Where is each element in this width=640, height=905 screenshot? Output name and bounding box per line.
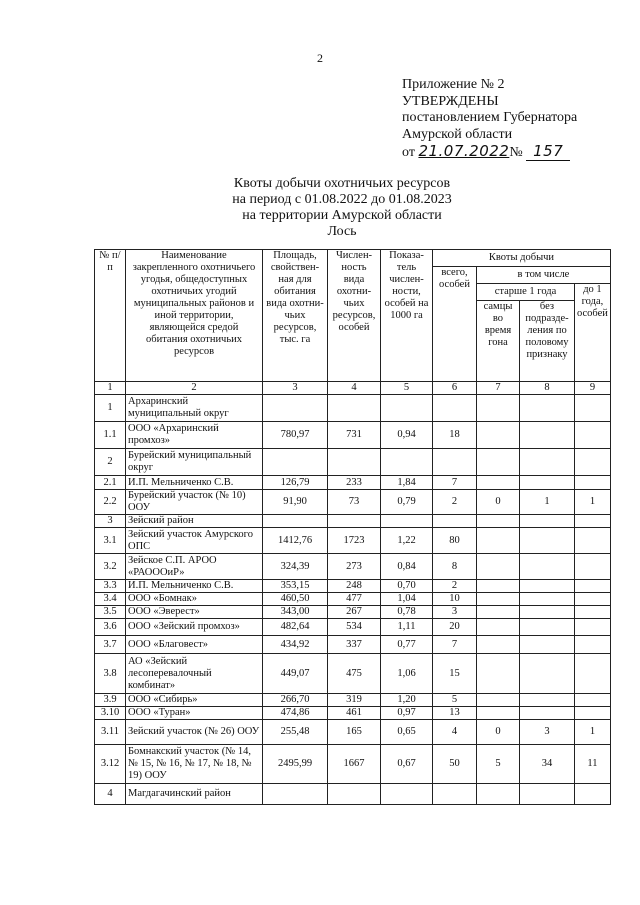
- row-area: 126,79: [263, 476, 328, 490]
- row-young: [575, 606, 611, 619]
- table-row: [95, 515, 611, 528]
- row-total: 7: [433, 476, 477, 490]
- row-count: 319: [328, 694, 381, 707]
- row-young: 11: [575, 745, 611, 784]
- table-row: [95, 449, 611, 476]
- row-nosex: [520, 395, 575, 422]
- row-name: ООО «Сибирь»: [126, 694, 263, 707]
- row-density: [381, 395, 433, 422]
- row-young: [575, 707, 611, 720]
- row-total: 15: [433, 654, 477, 694]
- row-density: 0,97: [381, 707, 433, 720]
- row-total: 5: [433, 694, 477, 707]
- appendix-line-1: Приложение № 2: [402, 77, 505, 92]
- row-density: [381, 449, 433, 476]
- row-count: [328, 449, 381, 476]
- row-total: 8: [433, 554, 477, 580]
- row-name: ООО «Архаринский промхоз»: [126, 422, 263, 449]
- row-density: 1,22: [381, 528, 433, 554]
- row-males: [477, 449, 520, 476]
- row-name: И.П. Мельниченко С.В.: [126, 476, 263, 490]
- row-young: [575, 528, 611, 554]
- row-males: 0: [477, 720, 520, 745]
- document-title: [0, 176, 640, 240]
- header-name: Наименование закрепленного охотничьего угодья, общедоступных охотничьих угодий муниципальных районов и иной территории, являющейся средой обитания охотничьих ресурсов: [126, 250, 263, 382]
- row-total: 50: [433, 745, 477, 784]
- header-incl: в том числе: [477, 267, 611, 284]
- row-total: 3: [433, 606, 477, 619]
- row-name: ООО «Туран»: [126, 707, 263, 720]
- title-line-1: Квоты добычи охотничьих ресурсов: [233, 176, 451, 191]
- row-total: 7: [433, 636, 477, 654]
- row-count: 1667: [328, 745, 381, 784]
- table-row: [95, 476, 611, 490]
- row-density: 1,06: [381, 654, 433, 694]
- row-density: 0,70: [381, 580, 433, 593]
- row-name: ООО «Зейский промхоз»: [126, 619, 263, 636]
- table-row: [95, 707, 611, 720]
- table-row: [95, 784, 611, 805]
- row-young: [575, 636, 611, 654]
- row-young: [575, 619, 611, 636]
- table-row: [95, 490, 611, 515]
- row-males: [477, 528, 520, 554]
- row-nosex: 1: [520, 490, 575, 515]
- row-name: Архаринский муниципальный округ: [126, 395, 263, 422]
- row-density: 0,77: [381, 636, 433, 654]
- table-row: [95, 422, 611, 449]
- row-area: 343,00: [263, 606, 328, 619]
- row-nosex: [520, 707, 575, 720]
- row-number: 3.10: [95, 707, 126, 720]
- row-total: 20: [433, 619, 477, 636]
- header-count: Числен-ность вида охотни-чьих ресурсов, особей: [328, 250, 381, 382]
- table-row: [95, 593, 611, 606]
- row-young: [575, 422, 611, 449]
- table-row: [95, 528, 611, 554]
- header-no: № п/п: [95, 250, 126, 382]
- row-name: Зейский район: [126, 515, 263, 528]
- header-males: самцы во время гона: [477, 301, 520, 382]
- row-area: 449,07: [263, 654, 328, 694]
- row-young: [575, 395, 611, 422]
- row-total: 18: [433, 422, 477, 449]
- row-number: 1: [95, 395, 126, 422]
- col-number: 6: [433, 382, 477, 395]
- row-males: [477, 784, 520, 805]
- row-name: Бурейский участок (№ 10) ООУ: [126, 490, 263, 515]
- row-males: [477, 694, 520, 707]
- row-name: АО «Зейский лесоперевалочный комбинат»: [126, 654, 263, 694]
- row-nosex: [520, 476, 575, 490]
- row-nosex: [520, 515, 575, 528]
- row-area: [263, 395, 328, 422]
- row-density: 1,20: [381, 694, 433, 707]
- header-nosex: без подразде-ления по половому признаку: [520, 301, 575, 382]
- row-density: 1,04: [381, 593, 433, 606]
- table-row: [95, 694, 611, 707]
- col-number: 7: [477, 382, 520, 395]
- row-density: [381, 515, 433, 528]
- row-nosex: [520, 694, 575, 707]
- row-density: 0,65: [381, 720, 433, 745]
- row-nosex: [520, 784, 575, 805]
- row-count: 477: [328, 593, 381, 606]
- row-name: ООО «Эверест»: [126, 606, 263, 619]
- row-nosex: [520, 422, 575, 449]
- row-nosex: [520, 606, 575, 619]
- row-area: 460,50: [263, 593, 328, 606]
- col-number: 9: [575, 382, 611, 395]
- row-count: [328, 784, 381, 805]
- row-young: [575, 554, 611, 580]
- row-count: 233: [328, 476, 381, 490]
- row-males: 0: [477, 490, 520, 515]
- row-young: 1: [575, 720, 611, 745]
- row-name: Магдагачинский район: [126, 784, 263, 805]
- row-nosex: [520, 619, 575, 636]
- handwritten-number: 157: [526, 143, 570, 161]
- col-number: 4: [328, 382, 381, 395]
- row-density: 1,84: [381, 476, 433, 490]
- row-young: [575, 476, 611, 490]
- table-body: [95, 250, 611, 805]
- table-row: [95, 619, 611, 636]
- row-total: 4: [433, 720, 477, 745]
- title-line-3: на территории Амурской области: [242, 208, 442, 223]
- row-count: 273: [328, 554, 381, 580]
- number-label: №: [509, 145, 523, 160]
- header-density: Показа-тель числен-ности, особей на 1000 га: [381, 250, 433, 382]
- header-area: Площадь, свойствен-ная для обитания вида охотни-чьих ресурсов, тыс. га: [263, 250, 328, 382]
- row-name: Зейский участок Амурского ОПС: [126, 528, 263, 554]
- col-number: 3: [263, 382, 328, 395]
- row-area: 266,70: [263, 694, 328, 707]
- row-number: 3.1: [95, 528, 126, 554]
- row-area: 91,90: [263, 490, 328, 515]
- row-nosex: [520, 528, 575, 554]
- row-area: 324,39: [263, 554, 328, 580]
- row-nosex: 3: [520, 720, 575, 745]
- row-number: 3.9: [95, 694, 126, 707]
- row-males: [477, 606, 520, 619]
- row-number: 3: [95, 515, 126, 528]
- row-young: [575, 784, 611, 805]
- table-row: [95, 395, 611, 422]
- row-young: [575, 654, 611, 694]
- row-count: 267: [328, 606, 381, 619]
- row-young: [575, 593, 611, 606]
- row-name: Бурейский муниципальный округ: [126, 449, 263, 476]
- table-row: [95, 636, 611, 654]
- header-row-1: [95, 250, 611, 267]
- row-nosex: 34: [520, 745, 575, 784]
- row-males: [477, 619, 520, 636]
- row-count: 731: [328, 422, 381, 449]
- row-count: 337: [328, 636, 381, 654]
- row-density: 0,78: [381, 606, 433, 619]
- row-number: 3.5: [95, 606, 126, 619]
- row-males: [477, 422, 520, 449]
- row-nosex: [520, 593, 575, 606]
- handwritten-date: 21.07.2022: [418, 142, 510, 160]
- row-area: 1412,76: [263, 528, 328, 554]
- row-area: 255,48: [263, 720, 328, 745]
- row-area: 434,92: [263, 636, 328, 654]
- row-count: 461: [328, 707, 381, 720]
- row-number: 2: [95, 449, 126, 476]
- row-total: 13: [433, 707, 477, 720]
- row-young: [575, 449, 611, 476]
- row-nosex: [520, 654, 575, 694]
- col-number: 1: [95, 382, 126, 395]
- row-density: 0,67: [381, 745, 433, 784]
- row-young: [575, 515, 611, 528]
- appendix-date-line: [402, 143, 577, 162]
- row-nosex: [520, 636, 575, 654]
- col-number: 8: [520, 382, 575, 395]
- header-young: до 1 года, особей: [575, 284, 611, 382]
- row-number: 3.12: [95, 745, 126, 784]
- col-number: 2: [126, 382, 263, 395]
- header-quota: Квоты добычи: [433, 250, 611, 267]
- row-count: 248: [328, 580, 381, 593]
- table-row: [95, 606, 611, 619]
- row-nosex: [520, 580, 575, 593]
- row-males: [477, 707, 520, 720]
- appendix-line-4: Амурской области: [402, 126, 513, 142]
- row-males: [477, 580, 520, 593]
- row-total: [433, 395, 477, 422]
- row-count: [328, 395, 381, 422]
- row-count: 165: [328, 720, 381, 745]
- row-young: 1: [575, 490, 611, 515]
- title-line-4: Лось: [327, 224, 357, 239]
- row-number: 2.1: [95, 476, 126, 490]
- row-total: 2: [433, 490, 477, 515]
- row-density: 0,79: [381, 490, 433, 515]
- row-males: [477, 654, 520, 694]
- row-males: [477, 476, 520, 490]
- row-number: 3.2: [95, 554, 126, 580]
- row-males: [477, 395, 520, 422]
- row-name: Бомнакский участок (№ 14, № 15, № 16, № 17, № 18, № 19) ООУ: [126, 745, 263, 784]
- title-line-2: на период с 01.08.2022 до 01.08.2023: [232, 192, 452, 207]
- table-row: [95, 580, 611, 593]
- row-name: Зейское С.П. АРОО «РАОООиР»: [126, 554, 263, 580]
- row-young: [575, 580, 611, 593]
- row-number: 3.4: [95, 593, 126, 606]
- row-name: ООО «Бомнак»: [126, 593, 263, 606]
- row-number: 4: [95, 784, 126, 805]
- row-density: 0,94: [381, 422, 433, 449]
- header-older: старше 1 года: [477, 284, 575, 301]
- table-row: [95, 745, 611, 784]
- row-nosex: [520, 449, 575, 476]
- col-number: 5: [381, 382, 433, 395]
- row-number: 3.3: [95, 580, 126, 593]
- row-total: [433, 515, 477, 528]
- row-count: 1723: [328, 528, 381, 554]
- row-density: [381, 784, 433, 805]
- row-total: 2: [433, 580, 477, 593]
- appendix-block: [402, 77, 577, 162]
- quota-table: [94, 249, 611, 805]
- row-area: 353,15: [263, 580, 328, 593]
- row-area: [263, 515, 328, 528]
- row-males: [477, 593, 520, 606]
- row-males: [477, 636, 520, 654]
- table-row: [95, 720, 611, 745]
- appendix-line-2: УТВЕРЖДЕНЫ: [402, 93, 499, 109]
- row-density: 1,11: [381, 619, 433, 636]
- row-males: [477, 554, 520, 580]
- row-area: 780,97: [263, 422, 328, 449]
- row-total: 10: [433, 593, 477, 606]
- row-total: 80: [433, 528, 477, 554]
- row-males: 5: [477, 745, 520, 784]
- appendix-line-3: постановлением Губернатора: [402, 110, 578, 125]
- row-number: 1.1: [95, 422, 126, 449]
- row-count: 534: [328, 619, 381, 636]
- row-area: 474,86: [263, 707, 328, 720]
- row-area: 2495,99: [263, 745, 328, 784]
- row-density: 0,84: [381, 554, 433, 580]
- row-young: [575, 694, 611, 707]
- row-name: Зейский участок (№ 26) ООУ: [126, 720, 263, 745]
- table-row: [95, 554, 611, 580]
- row-count: 475: [328, 654, 381, 694]
- row-total: [433, 449, 477, 476]
- row-total: [433, 784, 477, 805]
- header-total: всего, особей: [433, 267, 477, 382]
- row-number: 3.6: [95, 619, 126, 636]
- row-nosex: [520, 554, 575, 580]
- row-area: [263, 784, 328, 805]
- row-number: 3.8: [95, 654, 126, 694]
- row-area: [263, 449, 328, 476]
- date-prefix: от: [402, 145, 415, 160]
- table-row: [95, 654, 611, 694]
- row-count: 73: [328, 490, 381, 515]
- row-number: 3.11: [95, 720, 126, 745]
- page-number: 2: [317, 51, 323, 65]
- row-count: [328, 515, 381, 528]
- row-number: 3.7: [95, 636, 126, 654]
- column-number-row: [95, 382, 611, 395]
- row-name: И.П. Мельниченко С.В.: [126, 580, 263, 593]
- row-males: [477, 515, 520, 528]
- row-number: 2.2: [95, 490, 126, 515]
- row-name: ООО «Благовест»: [126, 636, 263, 654]
- row-area: 482,64: [263, 619, 328, 636]
